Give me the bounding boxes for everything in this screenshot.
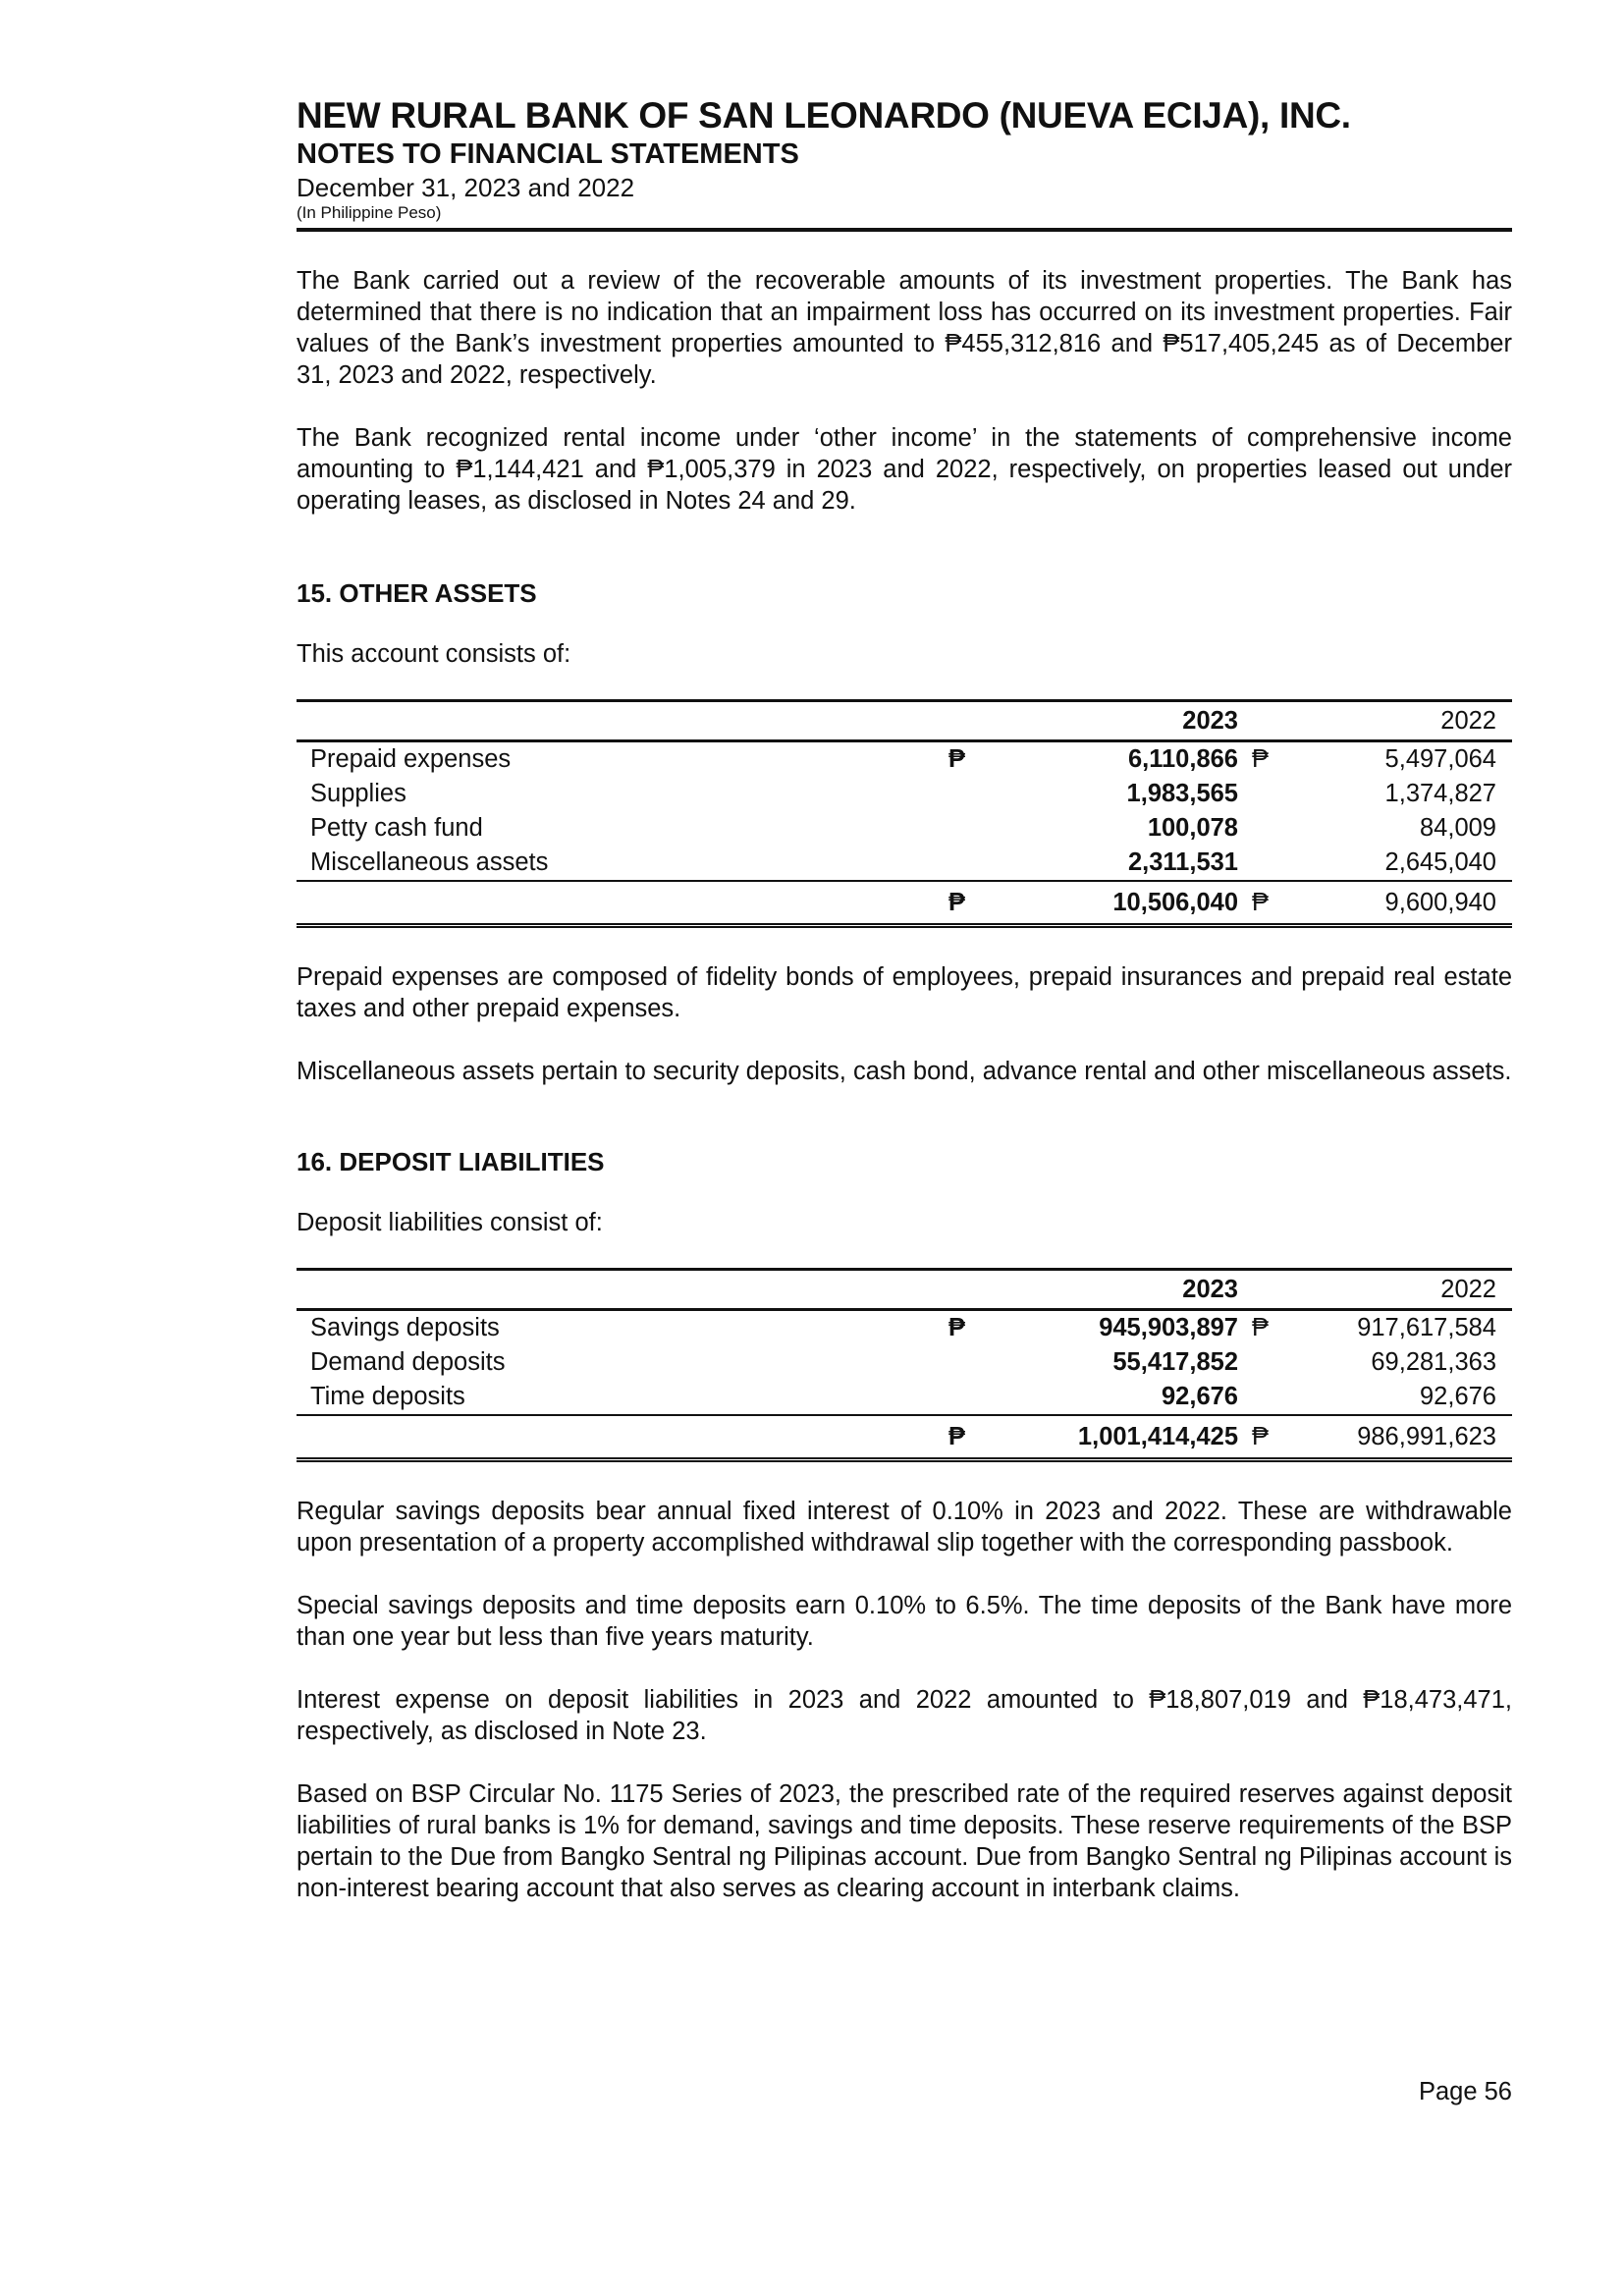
total-2022: 9,600,940	[1296, 881, 1512, 926]
section-heading-other-assets: 15. OTHER ASSETS	[297, 578, 537, 608]
value-2022: 84,009	[1420, 814, 1496, 842]
document-page	[297, 94, 1512, 1904]
table-header-row	[297, 701, 1512, 741]
document-subtitle: NOTES TO FINANCIAL STATEMENTS	[297, 138, 799, 170]
row-label: Prepaid expenses	[310, 745, 512, 773]
currency-symbol: ₱	[948, 881, 993, 926]
header-divider	[297, 228, 1512, 232]
column-header-2023: 2023	[993, 701, 1238, 741]
section-heading-deposit-liabilities: 16. DEPOSIT LIABILITIES	[297, 1147, 605, 1176]
paragraph-regular-savings: Regular savings deposits bear annual fixed interest of 0.10% in 2023 and 2022. These are withdrawable upon presentation of a property accomplished withdrawal slip together with the corresponding passbook.	[297, 1498, 1512, 1557]
table-total-row	[297, 1415, 1512, 1460]
table-row	[297, 741, 1512, 778]
currency-symbol: ₱	[948, 1314, 966, 1341]
currency-symbol: ₱	[948, 745, 966, 773]
table-row	[297, 1380, 1512, 1415]
total-2022: 986,991,623	[1296, 1415, 1512, 1460]
value-2023: 92,676	[993, 1380, 1238, 1415]
paragraph-impairment-review: The Bank carried out a review of the recoverable amounts of its investment properties. The Bank has determined that there is no indication that an impairment loss has occurred on its investment properties. Fair values of the Bank’s investment properties amounted to ₱455,312,816 and ₱517,405,245 as of December 31, 2023 and 2022, respectively.	[297, 267, 1512, 389]
value-2022: 917,617,584	[1357, 1314, 1496, 1341]
column-header-2023: 2023	[993, 1270, 1238, 1310]
value-2023: 55,417,852	[1112, 1348, 1238, 1376]
row-label: Savings deposits	[310, 1314, 500, 1341]
currency-symbol: ₱	[1238, 1415, 1296, 1460]
row-label: Supplies	[310, 780, 406, 807]
currency-symbol: ₱	[948, 1415, 993, 1460]
row-label: Miscellaneous assets	[297, 846, 948, 881]
value-2022: 2,645,040	[1296, 846, 1512, 881]
currency-symbol: ₱	[1252, 1314, 1270, 1341]
table-row	[297, 1310, 1512, 1346]
row-label: Petty cash fund	[310, 814, 483, 842]
paragraph-rental-income: The Bank recognized rental income under ‘other income’ in the statements of comprehensive income amounting to ₱1,144,421 and ₱1,005,379 in 2023 and 2022, respectively, on properties leased out under operating leases, as disclosed in Notes 24 and 29.	[297, 424, 1512, 515]
value-2023: 100,078	[1147, 814, 1238, 842]
value-2022: 1,374,827	[1384, 780, 1496, 807]
value-2023: 2,311,531	[993, 846, 1238, 881]
row-label: Time deposits	[297, 1380, 948, 1415]
deposit-liabilities-intro: Deposit liabilities consist of:	[297, 1209, 603, 1236]
table-row	[297, 811, 1512, 846]
paragraph-special-savings: Special savings deposits and time deposits earn 0.10% to 6.5%. The time deposits of the Bank have more than one year but less than five years maturity.	[297, 1592, 1512, 1651]
company-name: NEW RURAL BANK OF SAN LEONARDO (NUEVA ECIJA), INC.	[297, 95, 1351, 136]
value-2023: 945,903,897	[1099, 1314, 1238, 1341]
currency-symbol: ₱	[1252, 745, 1270, 773]
column-header-2022: 2022	[1296, 1270, 1512, 1310]
value-2023: 1,983,565	[1126, 780, 1238, 807]
deposit-liabilities-table	[297, 1268, 1512, 1462]
paragraph-bsp-reserves: Based on BSP Circular No. 1175 Series of 2023, the prescribed rate of the required reserves against deposit liabilities of rural banks is 1% for demand, savings and time deposits. These reserve requirements of the BSP pertain to the Due from Bangko Sentral ng Pilipinas account. Due from Bangko Sentral ng Pilipinas account is non-interest bearing account that also serves as clearing account in interbank claims.	[297, 1780, 1512, 1902]
other-assets-intro: This account consists of:	[297, 640, 571, 668]
row-label: Demand deposits	[310, 1348, 506, 1376]
statement-date: December 31, 2023 and 2022	[297, 173, 635, 202]
table-row	[297, 1345, 1512, 1380]
column-header-2022: 2022	[1296, 701, 1512, 741]
page-number: Page 56	[1418, 2078, 1512, 2105]
value-2022: 69,281,363	[1371, 1348, 1496, 1376]
paragraph-miscellaneous-assets: Miscellaneous assets pertain to security deposits, cash bond, advance rental and other miscellaneous assets.	[297, 1058, 1512, 1085]
total-2023: 1,001,414,425	[993, 1415, 1238, 1460]
currency-symbol: ₱	[1238, 881, 1296, 926]
table-total-row	[297, 881, 1512, 926]
value-2023: 6,110,866	[1127, 745, 1238, 773]
paragraph-prepaid-expenses: Prepaid expenses are composed of fidelity bonds of employees, prepaid insurances and prepaid real estate taxes and other prepaid expenses.	[297, 963, 1512, 1022]
total-2023: 10,506,040	[993, 881, 1238, 926]
currency-note: (In Philippine Peso)	[297, 203, 442, 222]
value-2022: 5,497,064	[1384, 745, 1496, 773]
paragraph-interest-expense: Interest expense on deposit liabilities in 2023 and 2022 amounted to ₱18,807,019 and ₱18,473,471, respectively, as disclosed in Note 23.	[297, 1686, 1512, 1745]
table-row	[297, 777, 1512, 811]
other-assets-table	[297, 699, 1512, 928]
value-2022: 92,676	[1296, 1380, 1512, 1415]
table-row	[297, 846, 1512, 881]
table-header-row	[297, 1270, 1512, 1310]
